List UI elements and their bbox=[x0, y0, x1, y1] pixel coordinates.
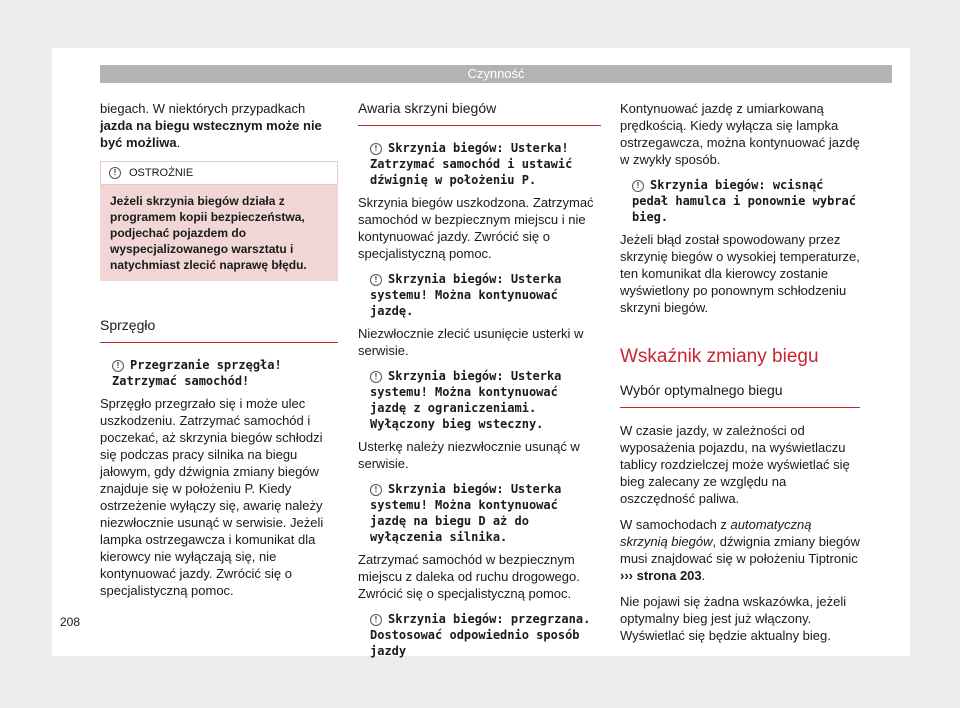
warning-icon: ! bbox=[632, 180, 644, 192]
column-3 bbox=[620, 100, 860, 653]
caution-box bbox=[100, 161, 338, 281]
section-title-clutch: Sprzęgło bbox=[100, 309, 338, 343]
page-header: Czynność bbox=[100, 65, 892, 83]
paragraph-high-temp: Jeżeli błąd został spowodowany przez skrzynię biegów o wysokiej temperaturze, ten komunikat dla kierowcy zostanie wyświetlony po ponownym schłodzeniu skrzyni biegów. bbox=[620, 232, 860, 315]
column-1 bbox=[100, 100, 338, 608]
paragraph-gearbox-4: Zatrzymać samochód w bezpiecznym miejscu z daleka od ruchu drogowego. Zwrócić się o specjalistyczną pomoc. bbox=[358, 552, 580, 601]
section-title-optimal-gear: Wybór optymalnego biegu bbox=[620, 382, 860, 408]
paragraph-gearbox-3: Usterkę należy niezwłocznie usunąć w serwisie. bbox=[358, 439, 580, 471]
warning-icon: ! bbox=[370, 614, 382, 626]
page-reference-link[interactable]: ››› strona 203 bbox=[620, 568, 702, 583]
message-system-fault-limited: ! Skrzynia biegów: Usterka systemu! Można kontynuować jazdę z ograniczeniami. Wyłączony bieg wsteczny. bbox=[370, 369, 562, 431]
paragraph-automatic-gearbox: W samochodach z automatyczną skrzynią biegów, dźwignia zmiany biegów musi znajdować się w położeniu Tiptronic ››› strona 203. bbox=[620, 517, 860, 583]
caution-text: Jeżeli skrzynia biegów działa z programem kopii bezpieczeństwa, podjechać pojazdem do wyspecjalizowanego warsztatu i natychmiast zlecić naprawę błędu. bbox=[110, 194, 307, 272]
caution-icon: ! bbox=[109, 167, 121, 179]
warning-icon: ! bbox=[370, 274, 382, 286]
message-clutch-overheat: ! Przegrzanie sprzęgła! Zatrzymać samochód! bbox=[112, 358, 282, 388]
paragraph-continue-driving: Kontynuować jazdę z umiarkowaną prędkością. Kiedy wyłącza się lampka ostrzegawcza, można kontynuować jazdę w zwykły sposób. bbox=[620, 101, 860, 167]
paragraph-clutch: Sprzęgło przegrzało się i może ulec uszkodzeniu. Zatrzymać samochód i poczekać, aż skrzynia biegów schłodzi się podczas pracy silnika na biegu jałowym, gdy dźwignia zmiany biegów znajduje się w położeniu P. Kiedy ostrzeżenie wyłączy się, awarię należy niezwłocznie usunąć w serwisie. Jeżeli lampka ostrzegawcza i komunikat dla kierowcy nie wyłączają się, nie kontynuować jazdy. Zwrócić się o specjalistyczną pomoc. bbox=[100, 396, 324, 598]
section-title-gearbox-fault: Awaria skrzyni biegów bbox=[358, 100, 601, 126]
chapter-title-gear-indicator: Wskaźnik zmiany biegu bbox=[620, 346, 819, 367]
caution-title: OSTROŻNIE bbox=[129, 166, 194, 179]
page-number: 208 bbox=[60, 615, 81, 629]
intro-paragraph: biegach. W niektórych przypadkach jazda na biegu wstecznym może nie być możliwa. bbox=[100, 101, 322, 150]
column-2 bbox=[358, 100, 601, 665]
caution-header bbox=[100, 161, 338, 185]
message-system-fault-drive-d: ! Skrzynia biegów: Usterka systemu! Można kontynuować jazdę na biegu D aż do wyłączenia silnika. bbox=[370, 482, 562, 544]
manual-page bbox=[52, 48, 910, 656]
warning-icon: ! bbox=[370, 143, 382, 155]
paragraph-no-hint: Nie pojawi się żadna wskazówka, jeżeli optymalny bieg jest już włączony. Wyświetlać się będzie aktualny bieg. bbox=[620, 594, 847, 643]
message-press-brake: ! Skrzynia biegów: wcisnąć pedał hamulca i ponownie wybrać bieg. bbox=[632, 178, 856, 224]
message-gearbox-fault: ! Skrzynia biegów: Usterka! Zatrzymać samochód i ustawić dźwignię w położeniu P. bbox=[370, 141, 573, 187]
paragraph-gearbox-2: Niezwłocznie zlecić usunięcie usterki w serwisie. bbox=[358, 326, 584, 358]
paragraph-gearbox-1: Skrzynia biegów uszkodzona. Zatrzymać samochód w bezpiecznym miejscu i nie kontynuować jazdy. Zwrócić się o specjalistyczną pomoc. bbox=[358, 195, 594, 261]
message-gearbox-overheated: ! Skrzynia biegów: przegrzana. Dostosować odpowiednio sposób jazdy bbox=[370, 612, 591, 658]
warning-icon: ! bbox=[370, 371, 382, 383]
paragraph-gear-recommendation: W czasie jazdy, w zależności od wyposażenia pojazdu, na wyświetlaczu tablicy rozdzielczej może wyświetlać się bieg zalecany ze względu na oszczędność paliwa. bbox=[620, 423, 850, 506]
warning-icon: ! bbox=[370, 484, 382, 496]
message-system-fault-continue: ! Skrzynia biegów: Usterka systemu! Można kontynuować jazdę. bbox=[370, 272, 562, 318]
warning-icon: ! bbox=[112, 360, 124, 372]
